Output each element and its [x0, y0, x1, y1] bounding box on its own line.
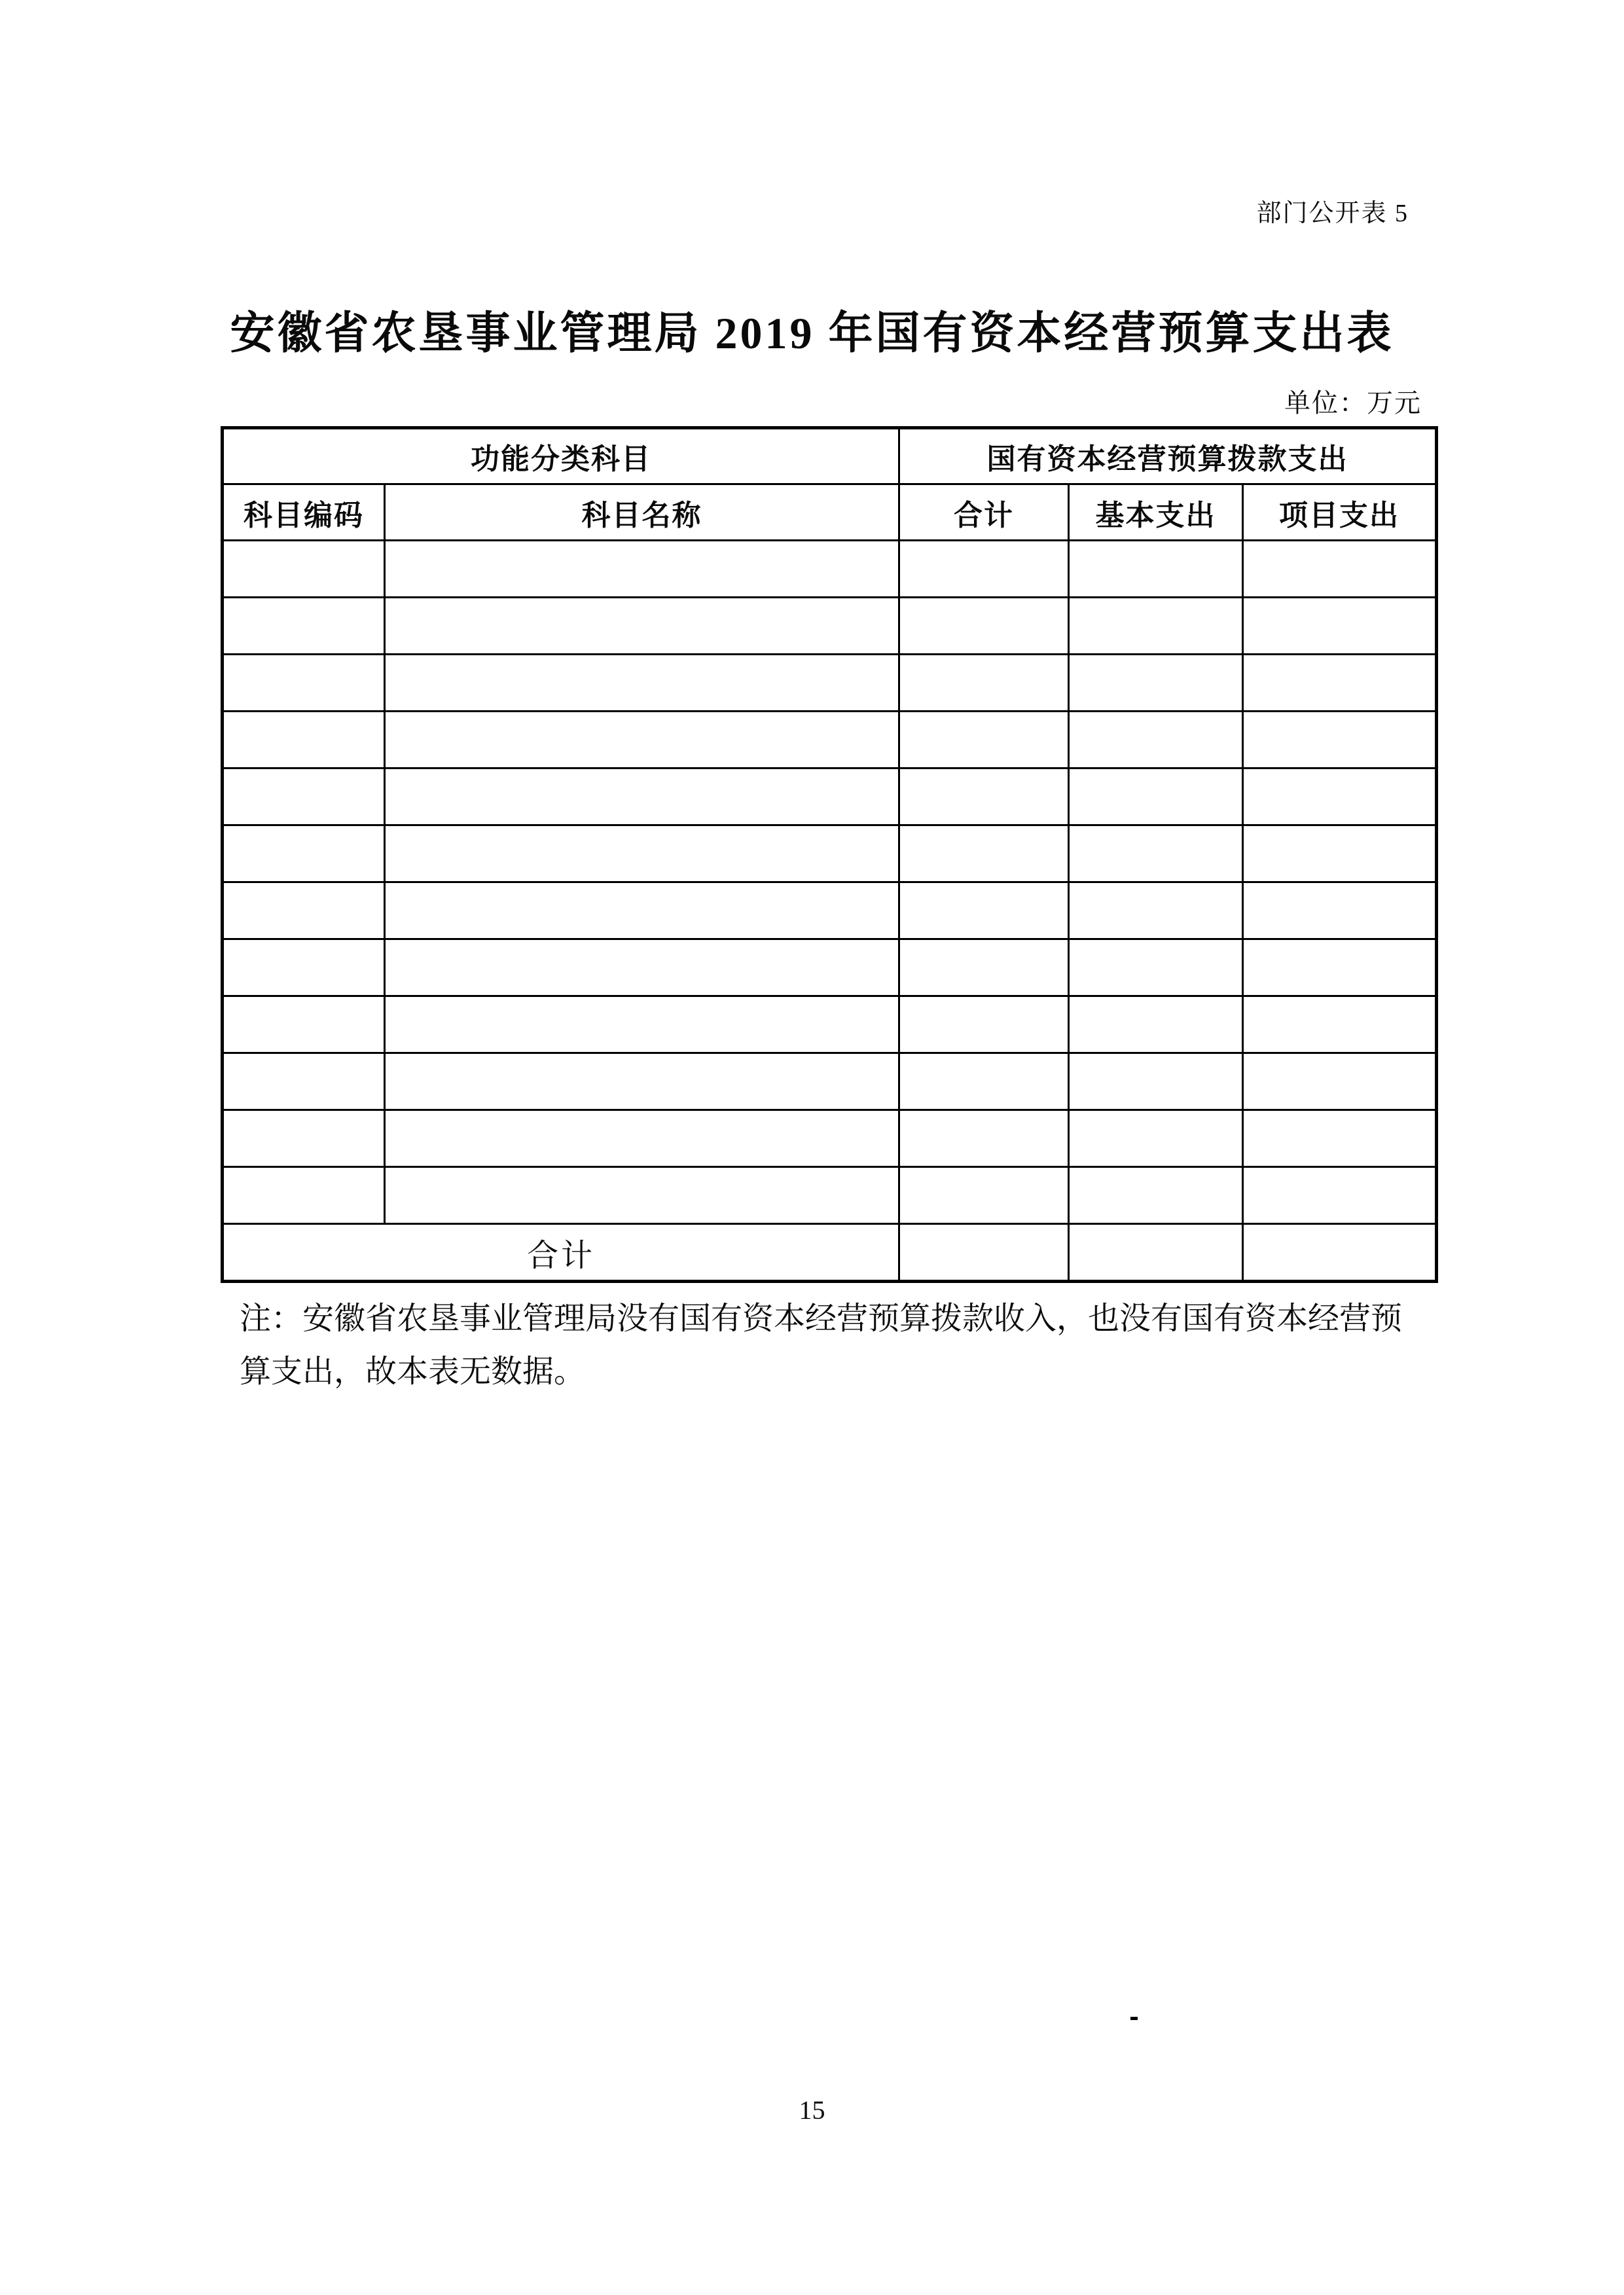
table-cell: [1243, 1110, 1437, 1167]
table-cell: [385, 712, 899, 768]
total-row-label: 合计: [223, 1224, 899, 1282]
table-cell: [899, 1110, 1069, 1167]
table-cell: [1069, 996, 1243, 1053]
table-row: [223, 996, 1437, 1053]
table-cell: [223, 996, 385, 1053]
table-cell: [899, 1053, 1069, 1110]
table-cell: [223, 1053, 385, 1110]
group-header-row: [223, 428, 1437, 484]
table-cell: [899, 939, 1069, 996]
table-cell: [899, 712, 1069, 768]
table-cell: [385, 1167, 899, 1224]
table-row: [223, 939, 1437, 996]
table-cell: [1069, 1110, 1243, 1167]
table-cell: [1069, 1053, 1243, 1110]
table-cell: [1243, 655, 1437, 712]
table-cell: [899, 882, 1069, 939]
table-cell: [385, 996, 899, 1053]
table-cell: [385, 598, 899, 655]
table-cell: [223, 768, 385, 825]
table-cell: [899, 825, 1069, 882]
total-cell-project: [1243, 1224, 1437, 1282]
table-cell: [1069, 882, 1243, 939]
table-body: [223, 541, 1437, 1224]
table-cell: [223, 1110, 385, 1167]
table-cell: [1243, 1053, 1437, 1110]
table-cell: [1069, 825, 1243, 882]
table-cell: [899, 598, 1069, 655]
column-header-row: [223, 484, 1437, 541]
table-cell: [1243, 1167, 1437, 1224]
table-row: [223, 1110, 1437, 1167]
column-header-subject-name: 科目名称: [385, 484, 899, 541]
table-cell: [385, 655, 899, 712]
table-cell: [1243, 996, 1437, 1053]
page-number: 15: [799, 2095, 825, 2125]
table-cell: [1069, 655, 1243, 712]
table-cell: [385, 939, 899, 996]
table-cell: [899, 996, 1069, 1053]
table-cell: [899, 541, 1069, 598]
table-row: [223, 768, 1437, 825]
footnote: [240, 1292, 1418, 1398]
table-cell: [899, 1167, 1069, 1224]
table-row: [223, 655, 1437, 712]
table-row: [223, 1053, 1437, 1110]
unit-label: 单位：万元: [1284, 388, 1422, 418]
table-cell: [385, 768, 899, 825]
table-cell: [223, 1167, 385, 1224]
table-cell: [223, 882, 385, 939]
total-cell-basic: [1069, 1224, 1243, 1282]
column-header-project-expenditure: 项目支出: [1243, 484, 1437, 541]
table-footer: [223, 1224, 1437, 1282]
table-cell: [385, 882, 899, 939]
table-cell: [1243, 768, 1437, 825]
table-cell: [1069, 598, 1243, 655]
table-cell: [1243, 712, 1437, 768]
budget-table: [221, 426, 1438, 1283]
table-row: [223, 712, 1437, 768]
total-cell-total: [899, 1224, 1069, 1282]
table-row: [223, 882, 1437, 939]
table-cell: [1243, 541, 1437, 598]
table-cell: [223, 825, 385, 882]
table-cell: [1243, 939, 1437, 996]
footnote-line-1: 注：安徽省农垦事业管理局没有国有资本经营预算拨款收入，也没有国有资本经营预: [240, 1301, 1403, 1336]
group-header-function-classification: 功能分类科目: [223, 428, 899, 484]
table-cell: [1069, 1167, 1243, 1224]
column-header-basic-expenditure: 基本支出: [1069, 484, 1243, 541]
group-header-state-capital-expenditure: 国有资本经营预算拨款支出: [899, 428, 1437, 484]
column-header-subject-code: 科目编码: [223, 484, 385, 541]
table-cell: [899, 768, 1069, 825]
table-cell: [1069, 939, 1243, 996]
table-cell: [385, 1110, 899, 1167]
table-cell: [1069, 768, 1243, 825]
table-row: [223, 825, 1437, 882]
table-row: [223, 1167, 1437, 1224]
scan-artifact-speck: [1130, 2017, 1138, 2020]
table-cell: [223, 712, 385, 768]
column-header-total: 合计: [899, 484, 1069, 541]
corner-form-label: 部门公开表 5: [1256, 200, 1409, 227]
table-cell: [223, 655, 385, 712]
table-cell: [1069, 712, 1243, 768]
table-cell: [385, 1053, 899, 1110]
table-cell: [223, 939, 385, 996]
table-cell: [223, 598, 385, 655]
total-row: [223, 1224, 1437, 1282]
table-row: [223, 598, 1437, 655]
page-title: 安徽省农垦事业管理局 2019 年国有资本经营预算支出表: [230, 308, 1394, 358]
table-cell: [385, 541, 899, 598]
table-row: [223, 541, 1437, 598]
table-cell: [899, 655, 1069, 712]
table-cell: [1069, 541, 1243, 598]
table-cell: [1243, 598, 1437, 655]
table-cell: [1243, 882, 1437, 939]
table-cell: [1243, 825, 1437, 882]
table-header: [223, 428, 1437, 541]
table-cell: [385, 825, 899, 882]
table-cell: [223, 541, 385, 598]
footnote-line-2: 算支出，故本表无数据。: [240, 1354, 586, 1389]
